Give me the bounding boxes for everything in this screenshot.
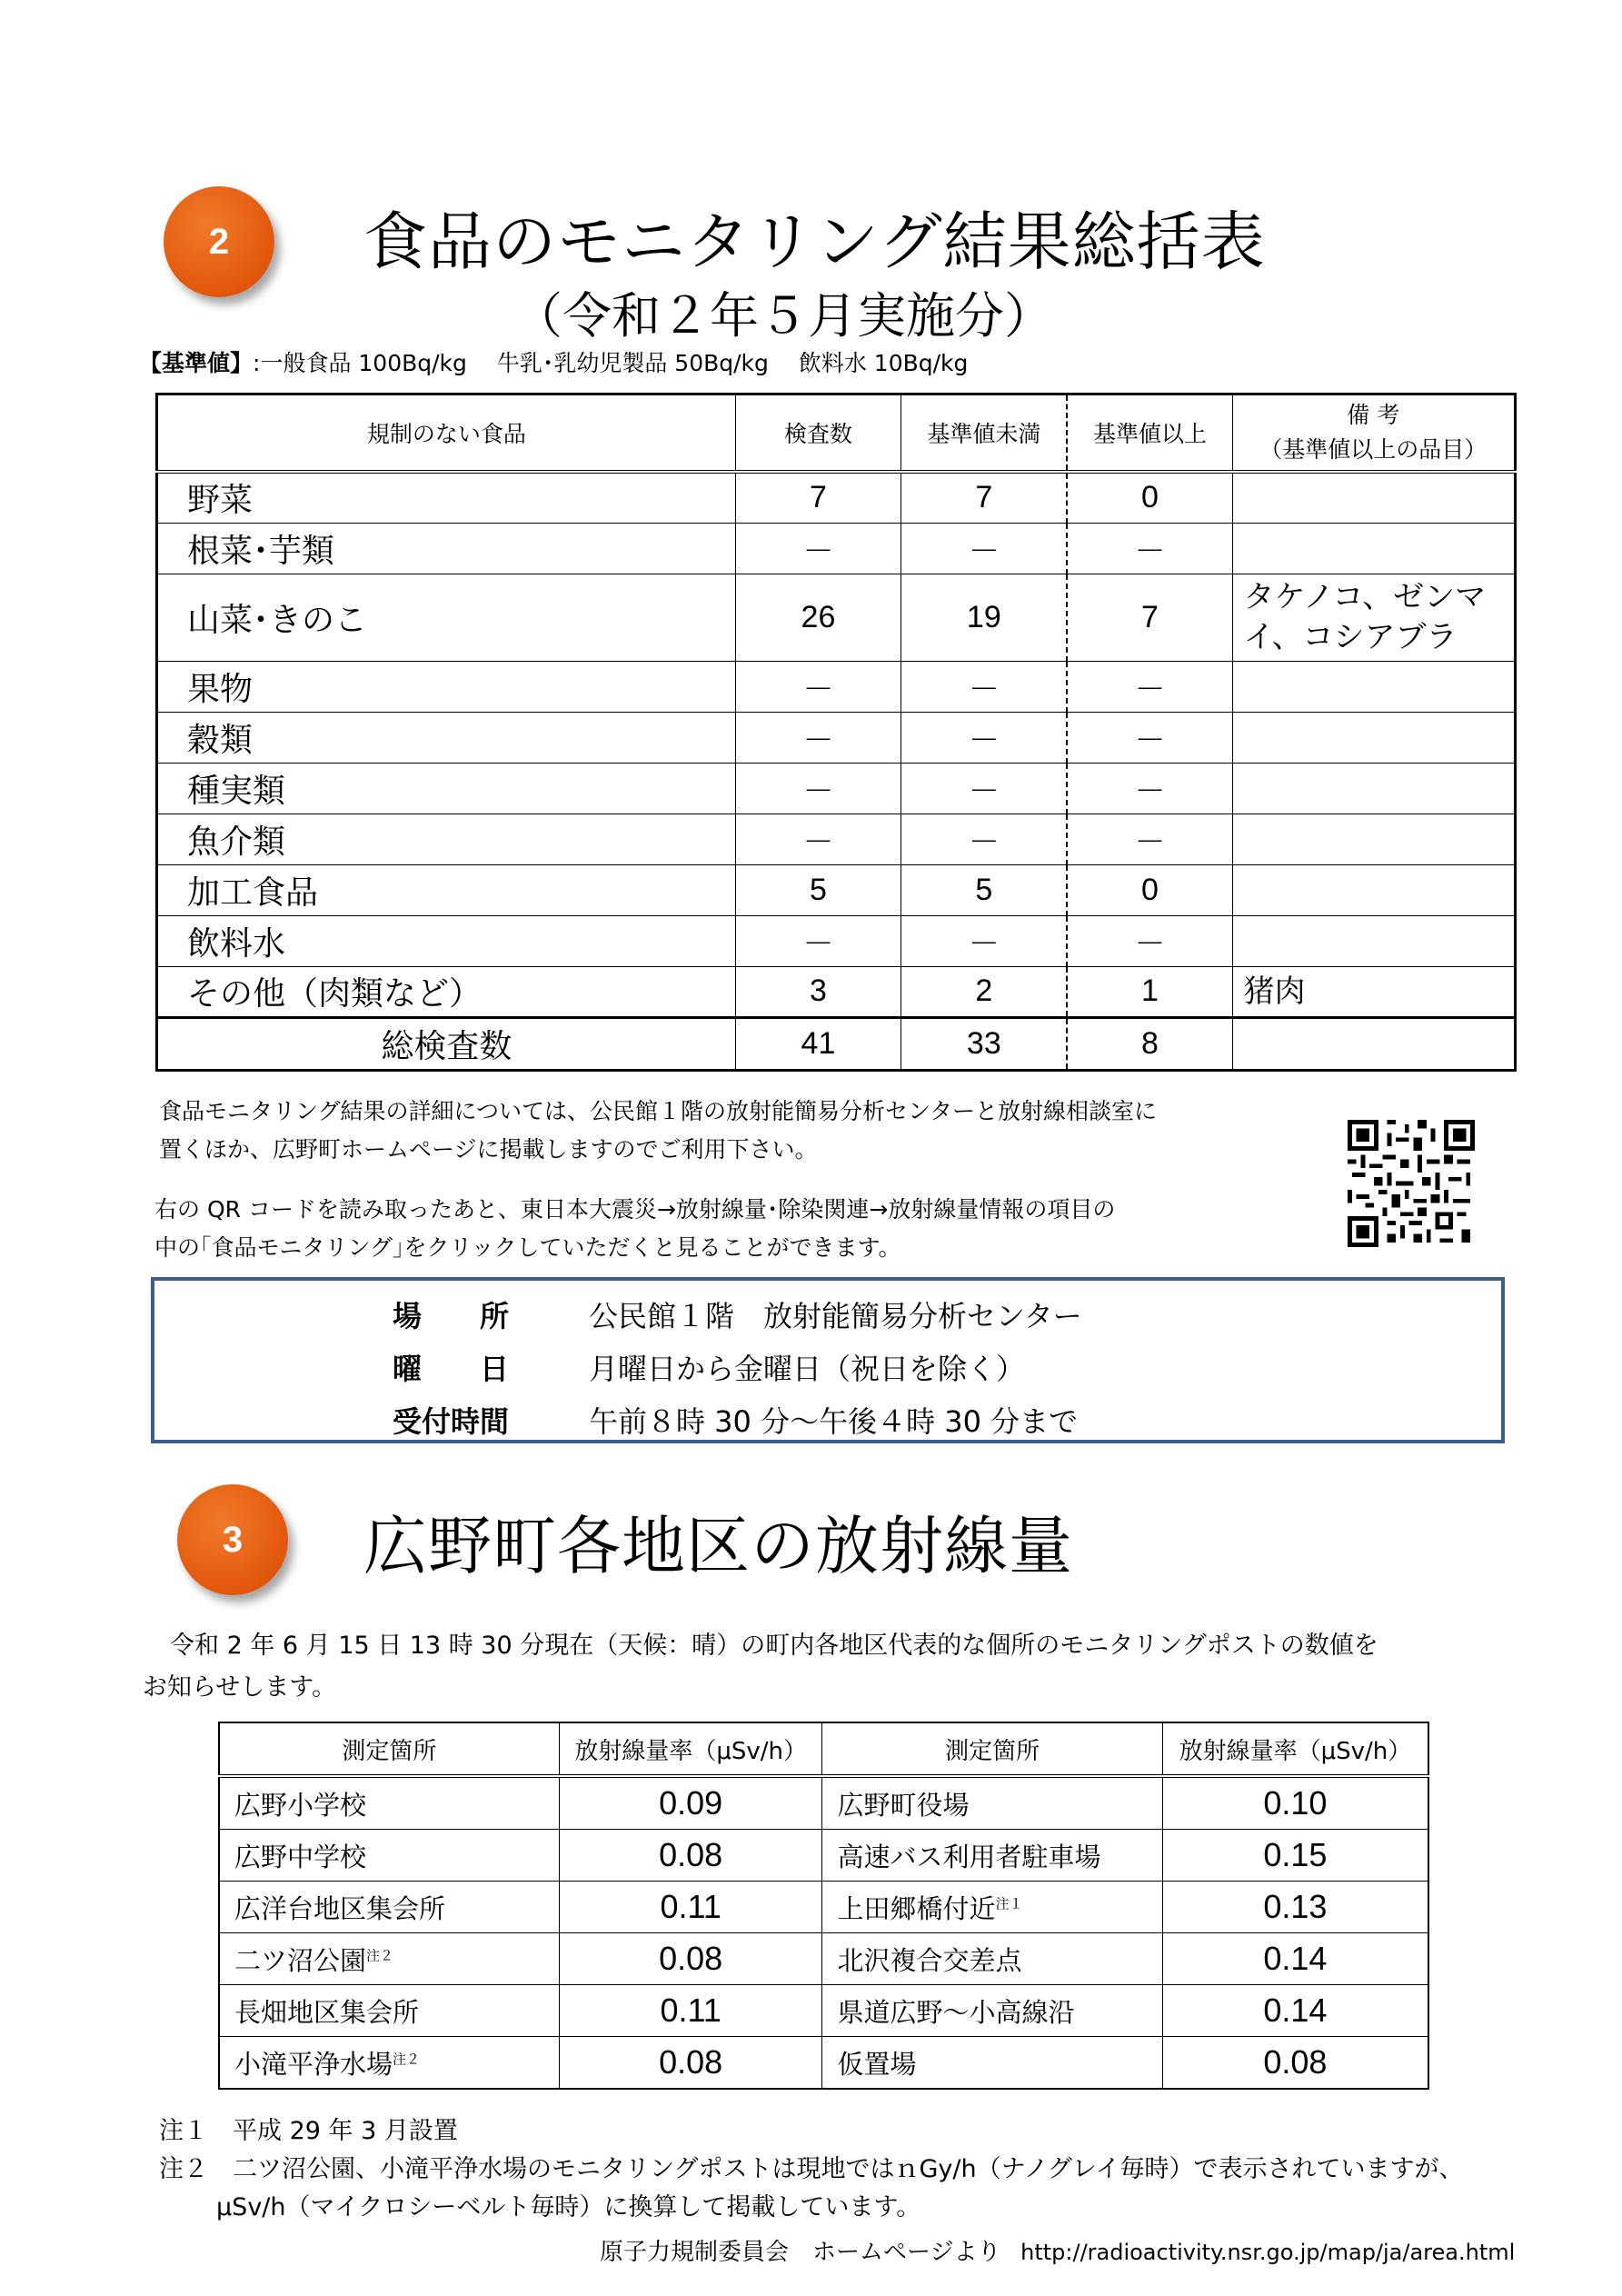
location-cell <box>219 1985 559 2037</box>
location-name: 広洋台地区集会所 <box>234 1892 446 1924</box>
reception-info-box <box>151 1277 1505 1443</box>
table-row <box>157 712 1516 763</box>
section-3-title: 広野町各地区の放射線量 <box>363 1509 1073 1583</box>
header-above: 基準値以上 <box>1067 394 1232 473</box>
row-count: 7 <box>735 472 901 523</box>
header-rate-2: 放射線量率（μSv/h） <box>1162 1722 1428 1776</box>
details-line-1: 食品モニタリング結果の詳細については、公民館１階の放射能簡易分析センターと放射線相談室に <box>159 1098 1158 1124</box>
rate-value: 0.08 <box>559 1933 822 1985</box>
row-below: 5 <box>901 864 1068 915</box>
row-below: － <box>901 523 1068 574</box>
qr-line-1: 右の QR コードを読み取ったあと、東日本大震災→放射線量･除染関連→放射線量情報の項目の <box>154 1196 1116 1223</box>
row-note <box>1232 472 1515 523</box>
header-remarks <box>1232 394 1515 473</box>
table-row <box>157 661 1516 712</box>
row-count: － <box>735 915 901 966</box>
row-count: 26 <box>735 574 901 661</box>
hours-value: 午前８時 30 分～午後４時 30 分まで <box>589 1404 1079 1439</box>
footer-url[interactable]: http://radioactivity.nsr.go.jp/map/ja/area.html <box>1020 2240 1516 2265</box>
row-above: 7 <box>1067 574 1232 661</box>
row-above: － <box>1067 814 1232 864</box>
location-name: 二ツ沼公園 <box>234 1944 367 1976</box>
row-category: 果物 <box>157 661 736 712</box>
location-name: 仮置場 <box>837 2048 917 2080</box>
note-2 <box>159 2149 1464 2184</box>
row-category: 加工食品 <box>157 864 736 915</box>
row-below: 2 <box>901 966 1068 1017</box>
row-category: 山菜･きのこ <box>157 574 736 661</box>
row-count: － <box>735 523 901 574</box>
location-name: 高速バス利用者駐車場 <box>837 1841 1101 1872</box>
total-label: 総検査数 <box>157 1017 736 1070</box>
table-row <box>157 864 1516 915</box>
row-note <box>1232 661 1515 712</box>
location-name: 県道広野～小高線沿 <box>837 1996 1075 2028</box>
header-rate-1: 放射線量率（μSv/h） <box>559 1722 822 1776</box>
location-cell <box>822 1882 1162 1933</box>
row-note <box>1232 864 1515 915</box>
footnote-mark: 注２ <box>366 1946 394 1963</box>
rate-value: 0.14 <box>1162 1933 1428 1985</box>
row-above: － <box>1067 763 1232 814</box>
qr-line-2: 中の｢食品モニタリング｣をクリックしていただくと見ることができます。 <box>154 1234 901 1261</box>
table-row <box>219 1933 1428 1985</box>
rate-value: 0.14 <box>1162 1985 1428 2037</box>
table-row <box>219 1985 1428 2037</box>
remarks-header-line2: （基準値以上の品目） <box>1259 436 1488 463</box>
section-2-number-badge: 2 <box>164 186 274 297</box>
note-2-label: 注２ <box>159 2155 208 2183</box>
location-cell <box>219 1933 559 1985</box>
rate-value: 0.10 <box>1162 1776 1428 1830</box>
header-location-1: 測定箇所 <box>219 1722 559 1776</box>
total-row <box>157 1017 1516 1070</box>
table-header-row <box>157 394 1516 473</box>
radiation-header-row <box>219 1722 1428 1776</box>
row-below: － <box>901 915 1068 966</box>
header-count: 検査数 <box>735 394 901 473</box>
section-2-subtitle: （令和２年５月実施分） <box>513 287 1053 344</box>
row-above: － <box>1067 915 1232 966</box>
hours-label: 受付時間 <box>393 1404 510 1439</box>
table-row <box>157 915 1516 966</box>
radiation-table <box>218 1722 1429 2090</box>
place-value: 公民館１階 放射能簡易分析センター <box>589 1299 1082 1333</box>
row-category: 根菜･芋類 <box>157 523 736 574</box>
row-category: その他（肉類など） <box>157 966 736 1017</box>
table-row <box>157 472 1516 523</box>
rate-value: 0.08 <box>559 1830 822 1882</box>
location-cell <box>219 2037 559 2090</box>
row-below: － <box>901 814 1068 864</box>
row-above: 0 <box>1067 472 1232 523</box>
footer-source: 原子力規制委員会 ホームページより <box>600 2239 1001 2266</box>
row-note <box>1232 712 1515 763</box>
table-row <box>219 2037 1428 2090</box>
rate-value: 0.15 <box>1162 1830 1428 1882</box>
row-above: － <box>1067 661 1232 712</box>
total-above: 8 <box>1067 1017 1232 1070</box>
table-row <box>157 814 1516 864</box>
row-note <box>1232 814 1515 864</box>
row-below: 7 <box>901 472 1068 523</box>
remarks-header-line1: 備 考 <box>1347 402 1400 428</box>
note-2-continued: μSv/h（マイクロシーベルト毎時）に換算して掲載しています。 <box>216 2193 921 2221</box>
header-category: 規制のない食品 <box>157 394 736 473</box>
row-below: － <box>901 661 1068 712</box>
location-cell <box>822 2037 1162 2090</box>
rate-value: 0.09 <box>559 1776 822 1830</box>
standard-values-line <box>139 345 968 378</box>
row-category: 野菜 <box>157 472 736 523</box>
qr-instructions-paragraph <box>154 1191 1115 1267</box>
location-cell <box>822 1933 1162 1985</box>
table-row <box>157 763 1516 814</box>
row-above: 0 <box>1067 864 1232 915</box>
row-count: － <box>735 763 901 814</box>
row-category: 魚介類 <box>157 814 736 864</box>
row-note <box>1232 915 1515 966</box>
qr-code-image[interactable] <box>1348 1120 1475 1247</box>
standard-values-text: :一般食品 100Bq/kg 牛乳･乳幼児製品 50Bq/kg 飲料水 10Bq/kg <box>253 350 969 376</box>
location-cell <box>219 1882 559 1933</box>
row-below: － <box>901 712 1068 763</box>
location-name: 上田郷橋付近 <box>837 1892 996 1924</box>
row-category: 穀類 <box>157 712 736 763</box>
row-above: － <box>1067 712 1232 763</box>
day-value: 月曜日から金曜日（祝日を除く） <box>589 1352 1026 1386</box>
rate-value: 0.08 <box>1162 2037 1428 2090</box>
intro-line-1: 令和 2 年 6 月 15 日 13 時 30 分現在（天候：晴）の町内各地区代表的な個所のモニタリングポストの数値を <box>170 1632 1378 1660</box>
footnote-mark: 注１ <box>995 1894 1023 1912</box>
row-note <box>1232 523 1515 574</box>
section-3-number-badge: 3 <box>177 1484 288 1595</box>
location-name: 小滝平浄水場 <box>234 2048 393 2080</box>
row-category: 飲料水 <box>157 915 736 966</box>
location-cell <box>822 1776 1162 1830</box>
note-1-label: 注１ <box>159 2117 208 2145</box>
rate-value: 0.08 <box>559 2037 822 2090</box>
row-count: 5 <box>735 864 901 915</box>
row-below: 19 <box>901 574 1068 661</box>
table-row <box>157 966 1516 1017</box>
location-name: 広野町役場 <box>837 1789 970 1821</box>
details-paragraph <box>159 1093 1157 1169</box>
location-cell <box>822 1985 1162 2037</box>
location-name: 広野中学校 <box>234 1841 367 1872</box>
total-count: 41 <box>735 1017 901 1070</box>
food-monitoring-table <box>155 393 1517 1072</box>
note-1-text: 平成 29 年 3 月設置 <box>233 2117 458 2145</box>
table-row <box>219 1882 1428 1933</box>
row-count: 3 <box>735 966 901 1017</box>
total-below: 33 <box>901 1017 1068 1070</box>
section-2-title: 食品のモニタリング結果総括表 <box>363 205 1266 279</box>
table-row <box>219 1830 1428 1882</box>
source-footer <box>600 2233 1515 2267</box>
location-name: 長畑地区集会所 <box>234 1996 420 2028</box>
row-note <box>1232 763 1515 814</box>
row-above: 1 <box>1067 966 1232 1017</box>
location-cell <box>822 1830 1162 1882</box>
row-count: － <box>735 661 901 712</box>
location-name: 北沢複合交差点 <box>837 1944 1022 1976</box>
place-label: 場 所 <box>393 1299 510 1333</box>
total-note <box>1232 1017 1515 1070</box>
row-count: － <box>735 712 901 763</box>
footnote-mark: 注２ <box>393 2050 421 2067</box>
header-location-2: 測定箇所 <box>822 1722 1162 1776</box>
rate-value: 0.13 <box>1162 1882 1428 1933</box>
radiation-intro <box>143 1625 1378 1709</box>
row-category: 種実類 <box>157 763 736 814</box>
intro-line-2: お知らせします。 <box>143 1673 337 1702</box>
table-row <box>219 1776 1428 1830</box>
row-count: － <box>735 814 901 864</box>
row-below: － <box>901 763 1068 814</box>
note-2-text: 二ツ沼公園、小滝平浄水場のモニタリングポストは現地ではｎGy/h（ナノグレイ毎時）で表示されていますが、 <box>233 2155 1464 2183</box>
row-note: 猪肉 <box>1232 966 1515 1017</box>
table-row <box>157 523 1516 574</box>
day-label: 曜 日 <box>393 1352 510 1386</box>
table-row <box>157 574 1516 661</box>
note-1 <box>159 2111 458 2146</box>
row-above: － <box>1067 523 1232 574</box>
rate-value: 0.11 <box>559 1882 822 1933</box>
standard-values-label: 【基準値】 <box>139 350 254 376</box>
rate-value: 0.11 <box>559 1985 822 2037</box>
location-cell <box>219 1830 559 1882</box>
location-name: 広野小学校 <box>234 1789 367 1821</box>
row-note: タケノコ、ゼンマイ、コシアブラ <box>1232 574 1515 661</box>
location-cell <box>219 1776 559 1830</box>
header-below: 基準値未満 <box>901 394 1068 473</box>
details-line-2: 置くほか、広野町ホームページに掲載しますのでご利用下さい。 <box>159 1136 818 1163</box>
